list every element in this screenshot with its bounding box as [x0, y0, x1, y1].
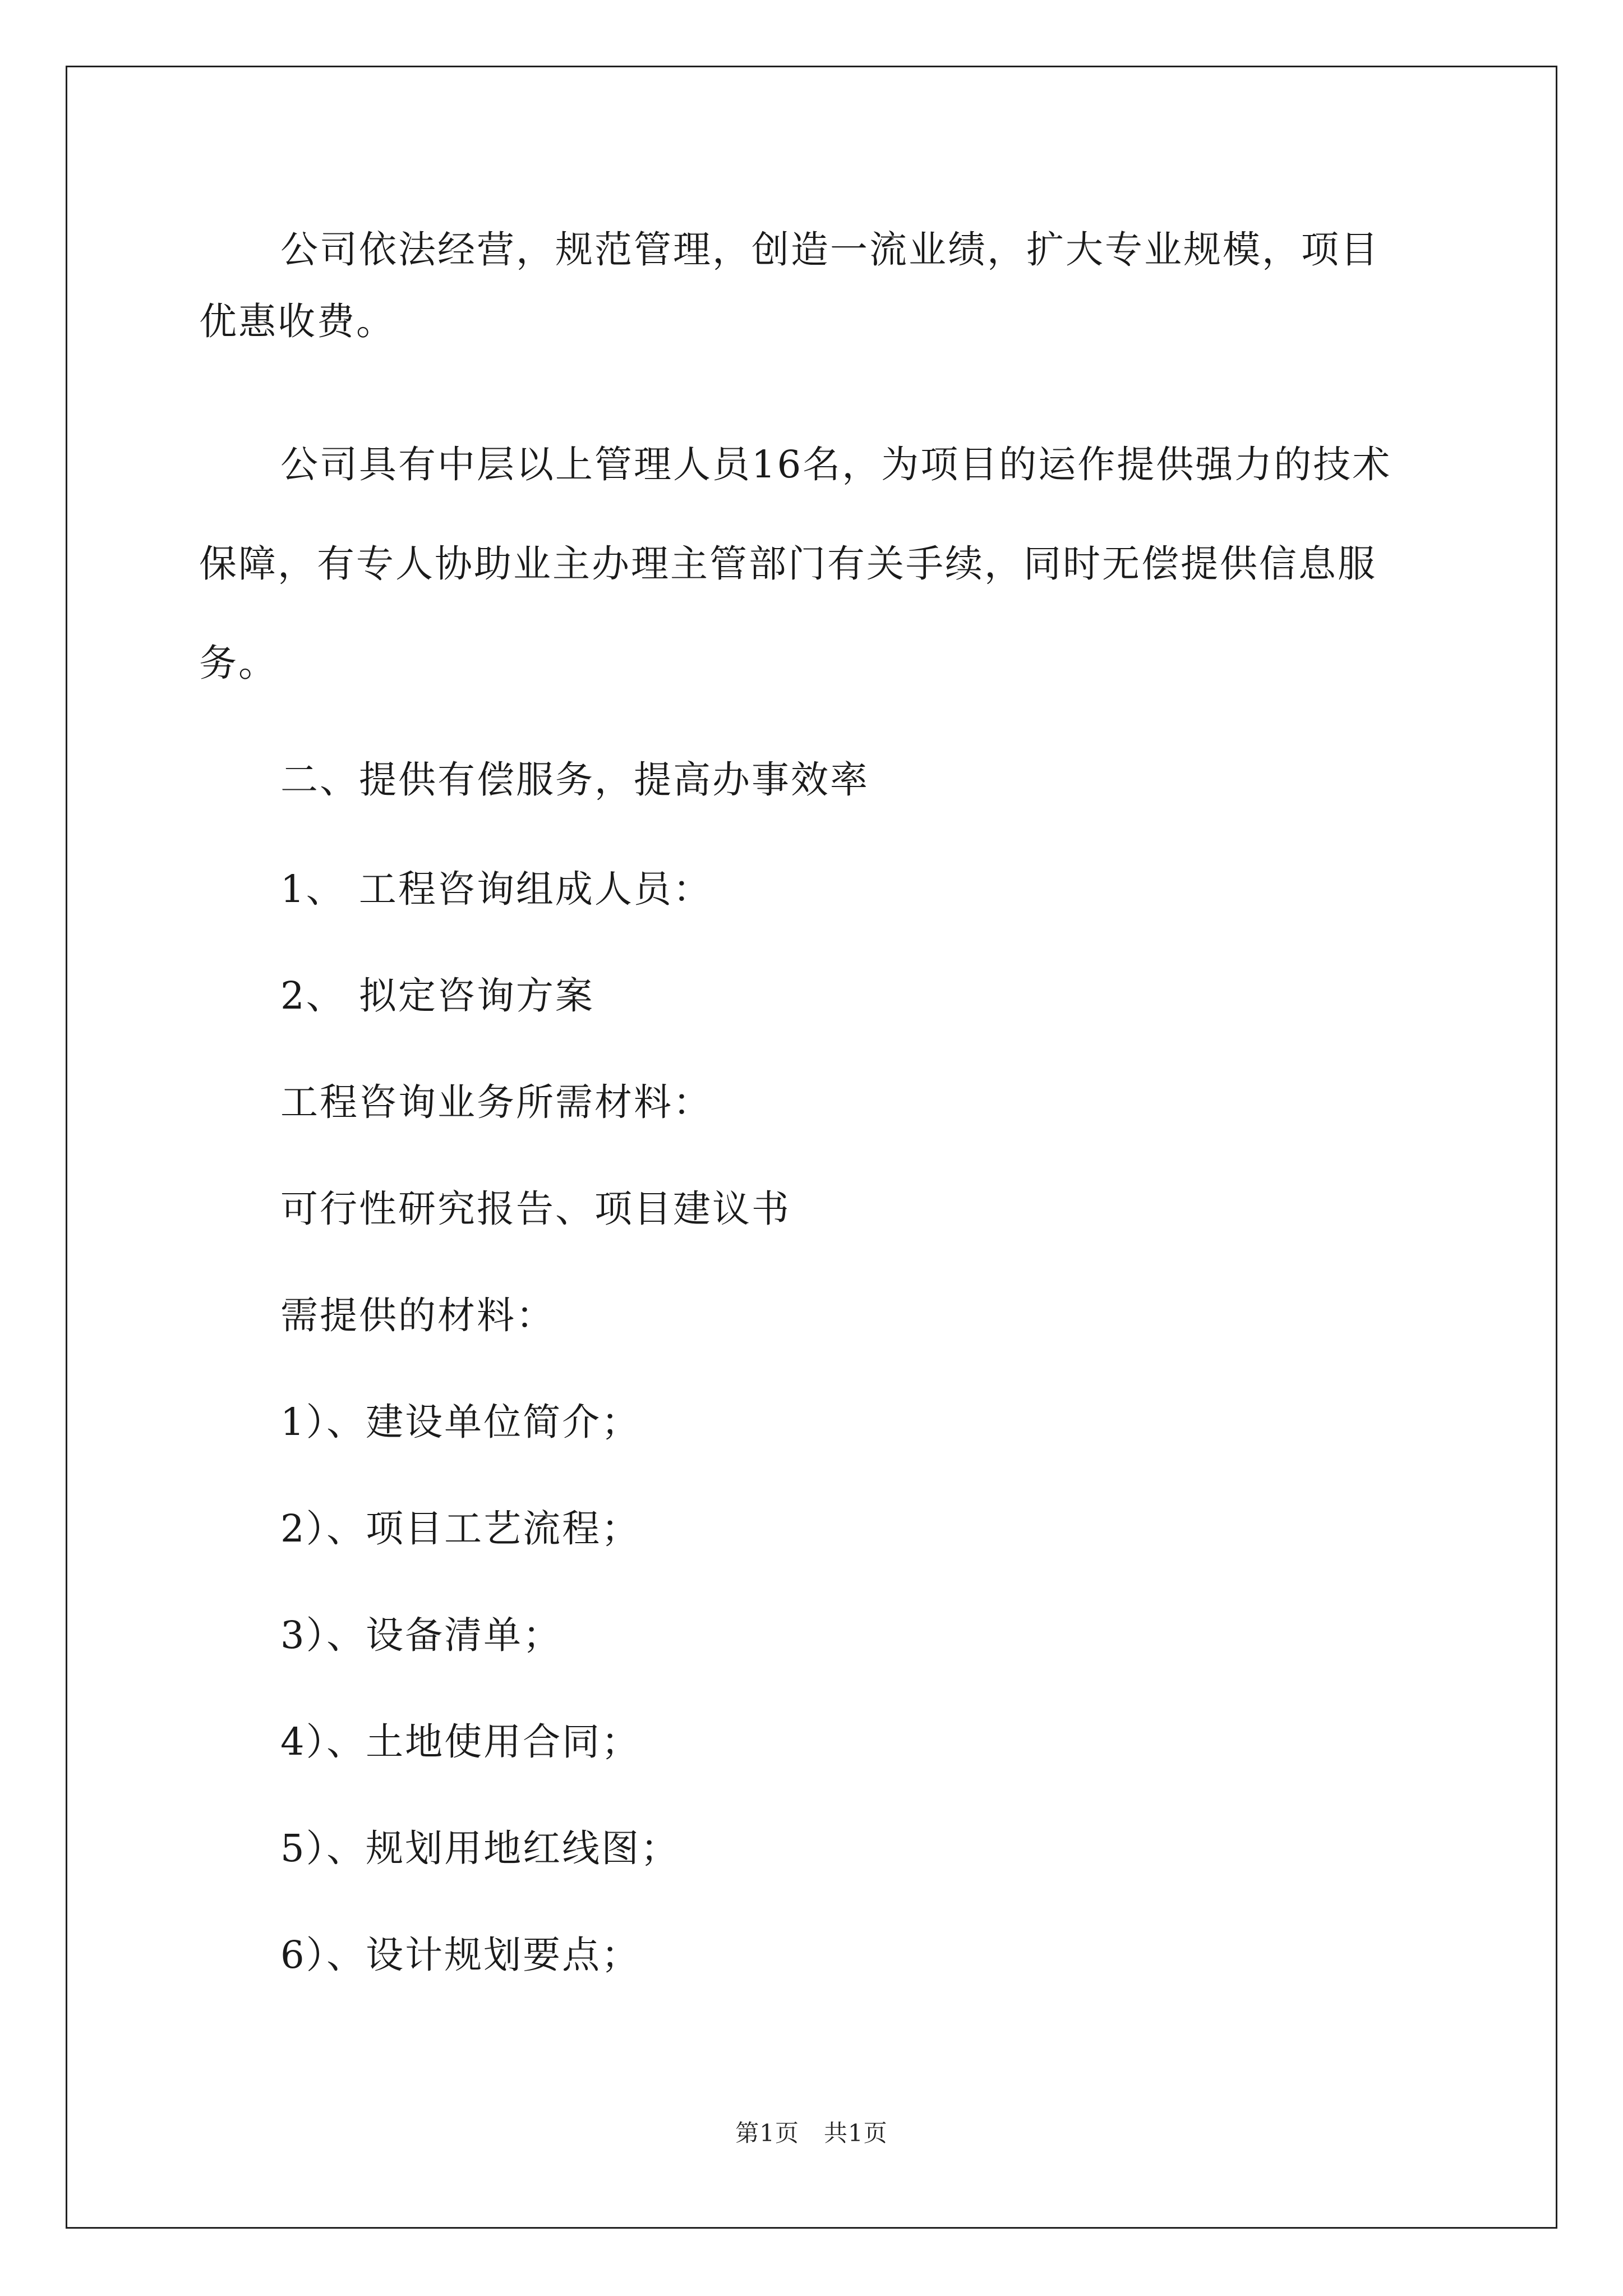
material-item-6: 6）、设计规划要点；	[280, 1933, 641, 1977]
material-item-1: 1）、建设单位简介；	[280, 1400, 641, 1444]
materials-label: 工程咨询业务所需材料：	[280, 1080, 712, 1124]
material-item-2: 2）、项目工艺流程；	[280, 1507, 641, 1550]
page-total: 共1页	[824, 2119, 888, 2147]
list-item-2: 2、 拟定咨询方案	[280, 974, 594, 1018]
page-number: 第1页	[735, 2119, 799, 2147]
paragraph-2-line-3: 务。	[199, 641, 278, 685]
paragraph-2-line-2: 保障，有专人协助业主办理主管部门有关手续，同时无偿提供信息服	[199, 542, 1377, 586]
materials-docs: 可行性研究报告、项目建议书	[280, 1187, 791, 1231]
material-item-3: 3）、设备清单；	[280, 1613, 562, 1657]
page-footer	[0, 2119, 1623, 2147]
material-item-4: 4）、土地使用合同；	[280, 1720, 641, 1764]
paragraph-2-line-1: 公司具有中层以上管理人员16名，为项目的运作提供强力的技术	[280, 443, 1392, 486]
list-item-1: 1、 工程咨询组成人员：	[280, 867, 712, 911]
section-heading: 二、提供有偿服务，提高办事效率	[280, 758, 869, 802]
material-item-5: 5）、规划用地红线图；	[280, 1826, 680, 1870]
page-border	[66, 66, 1557, 2229]
paragraph-1-line-1: 公司依法经营，规范管理，创造一流业绩，扩大专业规模，项目	[280, 228, 1380, 272]
provide-label: 需提供的材料：	[280, 1294, 555, 1337]
paragraph-1-line-2: 优惠收费。	[199, 300, 395, 343]
